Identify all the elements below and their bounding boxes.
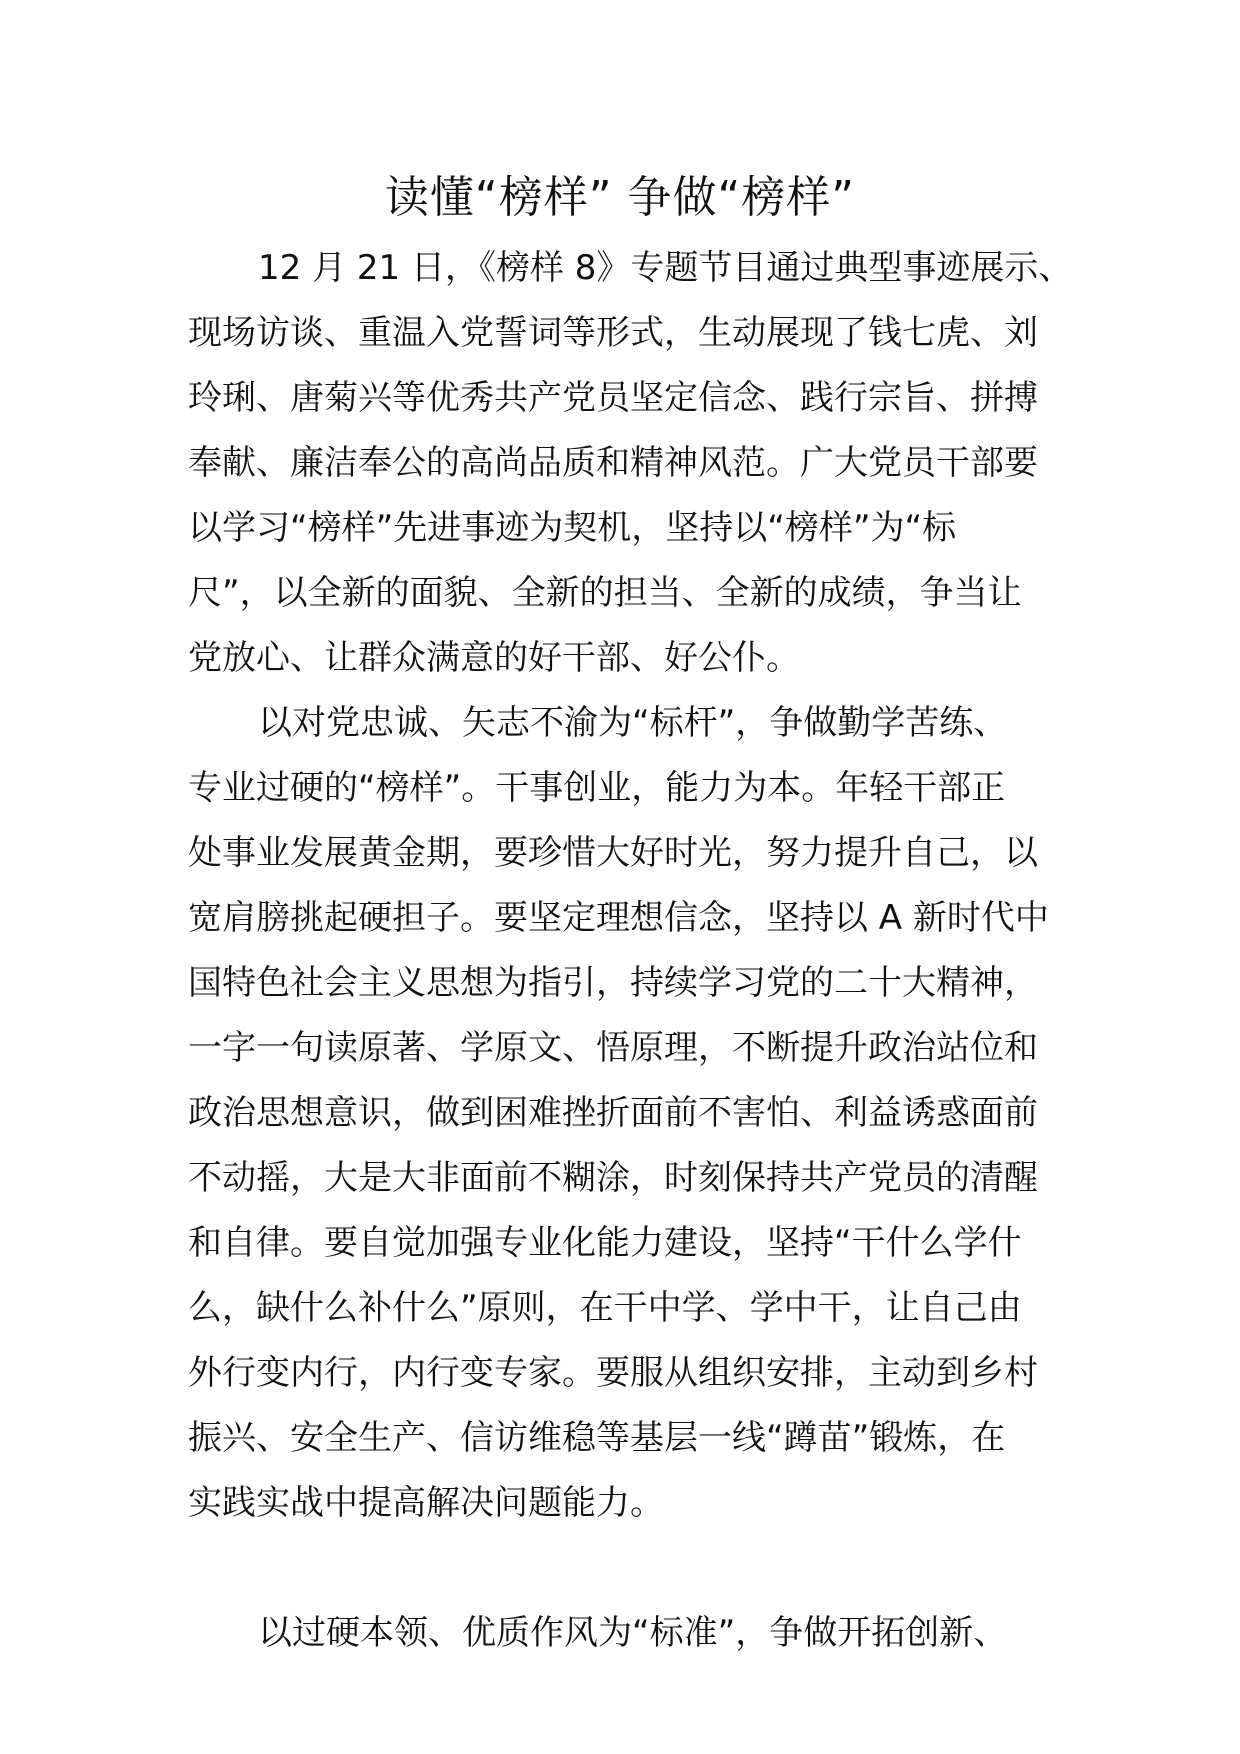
document-body	[188, 236, 1073, 1666]
text-line: 奉献、廉洁奉公的高尚品质和精神风范。广大党员干部要	[188, 443, 1038, 483]
document-title: 读懂“榜样” 争做“榜样”	[384, 172, 856, 223]
text-line: 以过硬本领、优质作风为“标准”，争做开拓创新、	[258, 1613, 1008, 1653]
text-line: 12 月 21 日，《榜样 8》专题节目通过典型事迹展示、	[258, 248, 1073, 288]
text-line: 不动摇，大是大非面前不糊涂，时刻保持共产党员的清醒	[188, 1158, 1038, 1198]
text-line: 振兴、安全生产、信访维稳等基层一线“蹲苗”锻炼，在	[188, 1418, 1006, 1458]
text-line: 实践实战中提高解决问题能力。	[188, 1483, 664, 1523]
text-line: 尺”，以全新的面貌、全新的担当、全新的成绩，争当让	[188, 573, 1022, 613]
text-line	[188, 1536, 1068, 1601]
text-line: 以对党忠诚、矢志不渝为“标杆”，争做勤学苦练、	[258, 703, 1008, 743]
text-line: 现场访谈、重温入党誓词等形式，生动展现了钱七虎、刘	[188, 313, 1038, 353]
text-line: 党放心、让群众满意的好干部、好公仆。	[188, 638, 800, 678]
paragraph-2	[188, 691, 1068, 1601]
text-line: 一字一句读原著、学原文、悟原理，不断提升政治站位和	[188, 1028, 1038, 1068]
text-line: 么，缺什么补什么”原则，在干中学、学中干，让自己由	[188, 1288, 1022, 1328]
text-line: 专业过硬的“榜样”。干事创业，能力为本。年轻干部正	[188, 768, 1006, 808]
text-line: 宽肩膀挑起硬担子。要坚定理想信念，坚持以 A 新时代中	[188, 898, 1049, 938]
text-line: 国特色社会主义思想为指引，持续学习党的二十大精神，	[188, 963, 1038, 1003]
text-line: 处事业发展黄金期，要珍惜大好时光，努力提升自己，以	[188, 833, 1038, 873]
text-line: 玲琍、唐菊兴等优秀共产党员坚定信念、践行宗旨、拼搏	[188, 378, 1038, 418]
text-line: 政治思想意识，做到困难挫折面前不害怕、利益诱惑面前	[188, 1093, 1038, 1133]
paragraph-3	[188, 1601, 1068, 1666]
paragraph-1	[188, 236, 1073, 691]
text-line: 外行变内行，内行变专家。要服从组织安排，主动到乡村	[188, 1353, 1038, 1393]
text-line: 以学习“榜样”先进事迹为契机，坚持以“榜样”为“标	[188, 508, 957, 548]
text-line: 和自律。要自觉加强专业化能力建设，坚持“干什么学什	[188, 1223, 1022, 1263]
